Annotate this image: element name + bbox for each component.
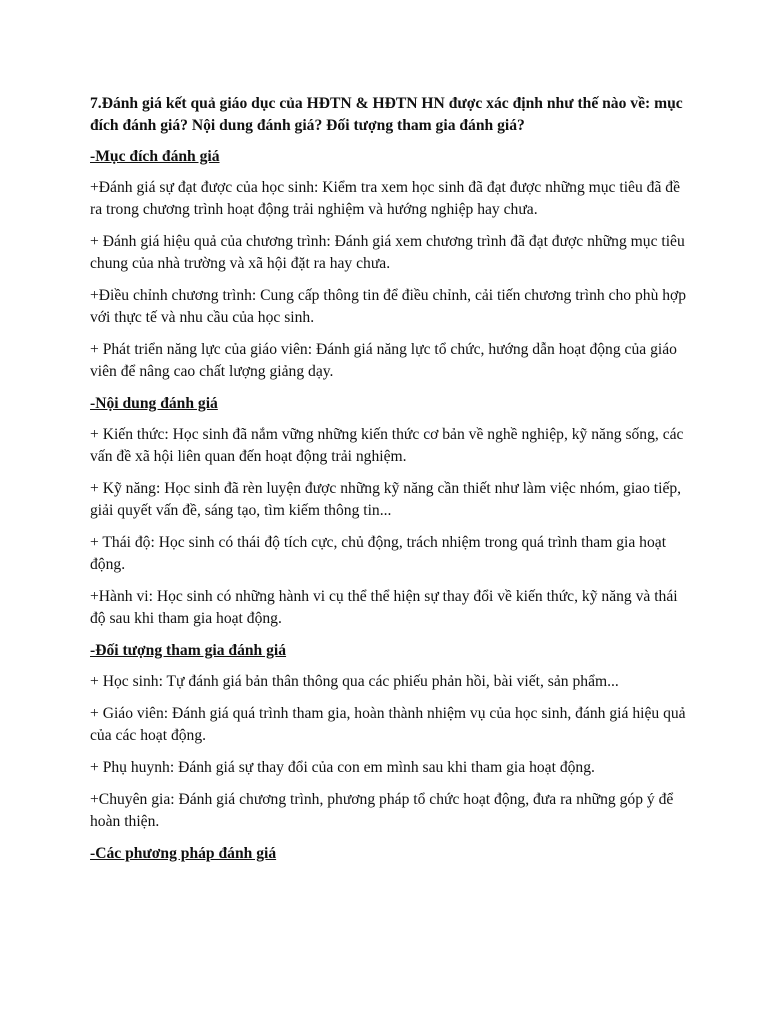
section-heading-participants: -Đối tượng tham gia đánh giá: [90, 642, 287, 659]
participants-item-2: + Giáo viên: Đánh giá quá trình tham gia, hoàn thành nhiệm vụ của học sinh, đánh giá hiệu quả của các hoạt động.: [90, 705, 686, 744]
section-heading-content: -Nội dung đánh giá: [90, 395, 218, 412]
content-item-3: + Thái độ: Học sinh có thái độ tích cực, chủ động, trách nhiệm trong quá trình tham gia hoạt động.: [90, 534, 667, 573]
participants-item-4: +Chuyên gia: Đánh giá chương trình, phương pháp tổ chức hoạt động, đưa ra những góp ý để hoàn thiện.: [90, 791, 674, 830]
content-item-1: + Kiến thức: Học sinh đã nắm vững những kiến thức cơ bản về nghề nghiệp, kỹ năng sống, các vấn đề xã hội liên quan đến hoạt động trải nghiệm.: [90, 426, 684, 465]
purpose-item-1: +Đánh giá sự đạt được của học sinh: Kiểm tra xem học sinh đã đạt được những mục tiêu đã đề ra trong chương trình hoạt động trải nghiệm và hướng nghiệp hay chưa.: [90, 179, 680, 218]
participants-item-1: + Học sinh: Tự đánh giá bản thân thông qua các phiếu phản hồi, bài viết, sản phẩm...: [90, 673, 619, 690]
section-heading-methods: -Các phương pháp đánh giá: [90, 845, 277, 862]
content-item-4: +Hành vi: Học sinh có những hành vi cụ thể thể hiện sự thay đổi về kiến thức, kỹ năng và thái độ sau khi tham gia hoạt động.: [90, 588, 678, 627]
section-heading-purpose: -Mục đích đánh giá: [90, 148, 220, 165]
purpose-item-2: + Đánh giá hiệu quả của chương trình: Đánh giá xem chương trình đã đạt được những mục tiêu chung của nhà trường và xã hội đặt ra hay chưa.: [90, 233, 685, 272]
participants-item-3: + Phụ huynh: Đánh giá sự thay đổi của con em mình sau khi tham gia hoạt động.: [90, 759, 595, 776]
document-page: [90, 93, 690, 874]
content-item-2: + Kỹ năng: Học sinh đã rèn luyện được những kỹ năng cần thiết như làm việc nhóm, giao tiếp, giải quyết vấn đề, sáng tạo, tìm kiếm thông tin...: [90, 480, 682, 519]
purpose-item-3: +Điều chỉnh chương trình: Cung cấp thông tin để điều chỉnh, cải tiến chương trình cho phù hợp với thực tế và nhu cầu của học sinh.: [90, 287, 687, 326]
purpose-item-4: + Phát triển năng lực của giáo viên: Đánh giá năng lực tổ chức, hướng dẫn hoạt động của giáo viên để nâng cao chất lượng giảng dạy.: [90, 341, 677, 380]
question-heading: 7.Đánh giá kết quả giáo dục của HĐTN & HĐTN HN được xác định như thế nào về: mục đích đánh giá? Nội dung đánh giá? Đối tượng tham gia đánh giá?: [90, 95, 683, 134]
